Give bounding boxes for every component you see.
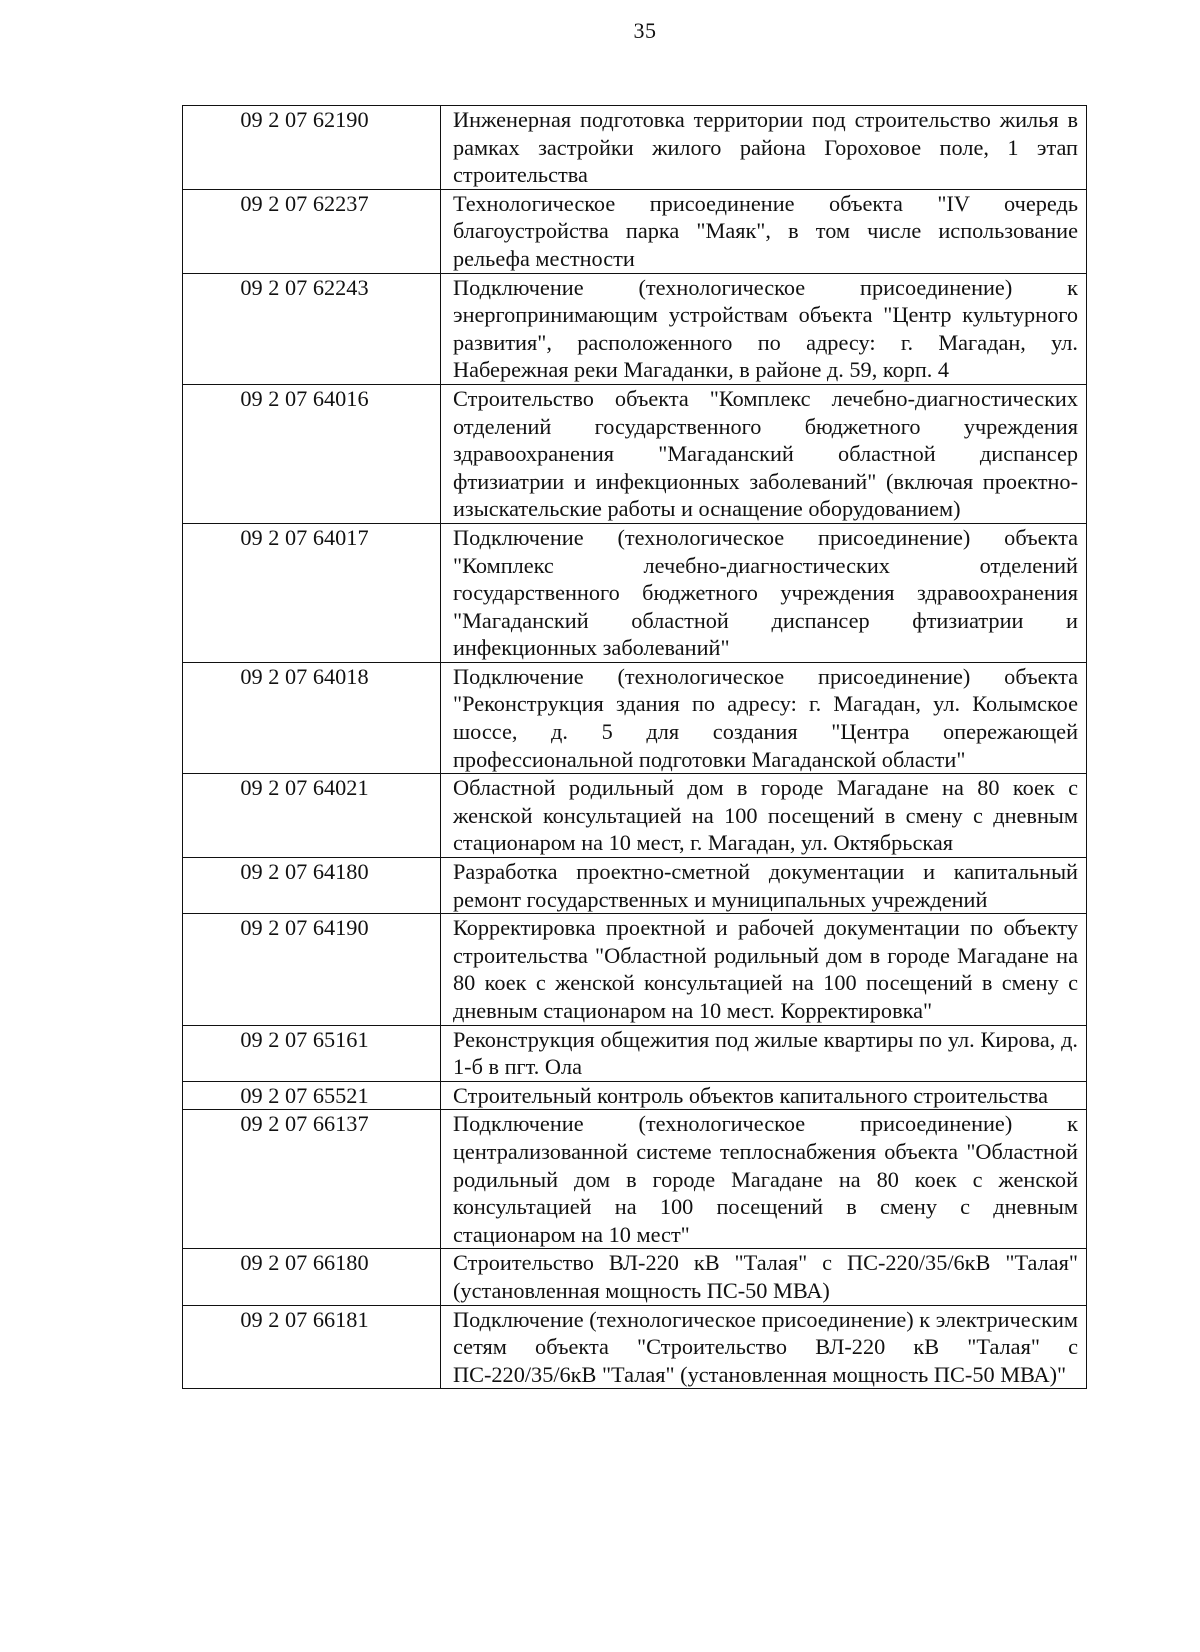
row-description: Строительство объекта "Комплекс лечебно-диагностических отделений государственного бюджетного учреждения здравоохранения "Магаданский областной диспансер фтизиатрии и инфекционных заболеваний" (включая проектно-изыскательские работы и оснащение оборудованием) [441,384,1087,523]
table-row [183,1249,1087,1305]
table-row [183,1081,1087,1110]
row-description: Областной родильный дом в городе Магадане на 80 коек с женской консультацией на 100 посещений в смену с дневным стационаром на 10 мест, г. Магадан, ул. Октябрьская [441,774,1087,858]
row-code: 09 2 07 66137 [183,1110,441,1249]
table-row [183,523,1087,662]
row-description: Подключение (технологическое присоединение) объекта "Комплекс лечебно-диагностических отделений государственного бюджетного учреждения здравоохранения "Магаданский областной диспансер фтизиатрии и инфекционных заболеваний" [441,523,1087,662]
row-description: Строительство ВЛ-220 кВ "Талая" с ПС-220/35/6кВ "Талая" (установленная мощность ПС-50 МВА) [441,1249,1087,1305]
row-description: Подключение (технологическое присоединение) к энергопринимающим устройствам объекта "Центр культурного развития", расположенного по адресу: г. Магадан, ул. Набережная реки Магаданки, в районе д. 59, корп. 4 [441,273,1087,384]
table-row [183,273,1087,384]
row-description: Технологическое присоединение объекта "IV очередь благоустройства парка "Маяк", в том числе использование рельефа местности [441,189,1087,273]
table-row [183,662,1087,773]
row-code: 09 2 07 64190 [183,914,441,1025]
row-code: 09 2 07 64016 [183,384,441,523]
row-code: 09 2 07 65521 [183,1081,441,1110]
row-code: 09 2 07 66180 [183,1249,441,1305]
page-number: 35 [633,18,657,43]
row-code: 09 2 07 64021 [183,774,441,858]
row-description: Подключение (технологическое присоединение) к централизованной системе теплоснабжения объекта "Областной родильный дом в городе Магадане на 80 коек с женской консультацией на 100 посещений в смену с дневным стационаром на 10 мест" [441,1110,1087,1249]
row-description: Подключение (технологическое присоединение) к электрическим сетям объекта "Строительство ВЛ-220 кВ "Талая" с ПС-220/35/6кВ "Талая" (установленная мощность ПС-50 МВА)" [441,1305,1087,1389]
row-description: Реконструкция общежития под жилые квартиры по ул. Кирова, д. 1-б в пгт. Ола [441,1025,1087,1081]
row-description: Инженерная подготовка территории под строительство жилья в рамках застройки жилого района Гороховое поле, 1 этап строительства [441,106,1087,190]
table-row [183,1025,1087,1081]
table-row [183,914,1087,1025]
table-row [183,106,1087,190]
row-code: 09 2 07 62243 [183,273,441,384]
row-code: 09 2 07 62190 [183,106,441,190]
row-code: 09 2 07 64180 [183,858,441,914]
table-row [183,858,1087,914]
row-description: Корректировка проектной и рабочей документации по объекту строительства "Областной родильный дом в городе Магадане на 80 коек с женской консультацией на 100 посещений в смену с дневным стационаром на 10 мест. Корректировка" [441,914,1087,1025]
table-row [183,384,1087,523]
row-code: 09 2 07 62237 [183,189,441,273]
budget-classification-table [182,105,1087,1389]
row-description: Разработка проектно-сметной документации и капитальный ремонт государственных и муниципальных учреждений [441,858,1087,914]
table-row [183,1305,1087,1389]
row-code: 09 2 07 65161 [183,1025,441,1081]
row-code: 09 2 07 66181 [183,1305,441,1389]
table-row [183,189,1087,273]
row-description: Строительный контроль объектов капитального строительства [441,1081,1087,1110]
row-description: Подключение (технологическое присоединение) объекта "Реконструкция здания по адресу: г. Магадан, ул. Колымское шоссе, д. 5 для создания "Центра опережающей профессиональной подготовки Магаданской области" [441,662,1087,773]
row-code: 09 2 07 64018 [183,662,441,773]
table-row [183,1110,1087,1249]
row-code: 09 2 07 64017 [183,523,441,662]
table-row [183,774,1087,858]
